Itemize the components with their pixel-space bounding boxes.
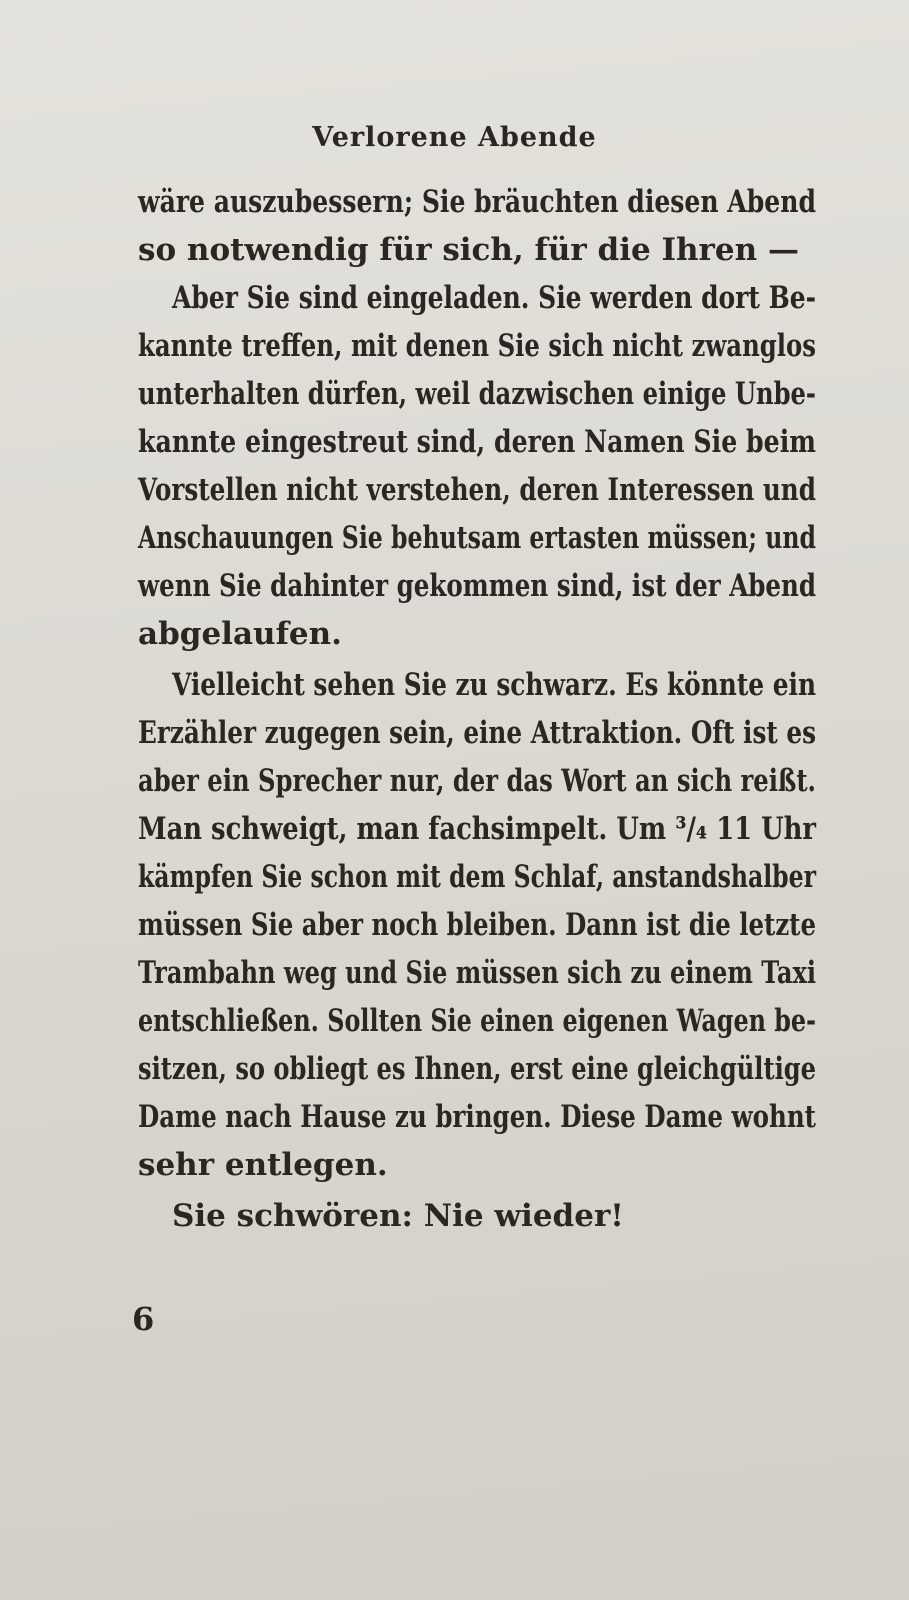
text-line: Vorstellen nicht verstehen, deren Interessen und xyxy=(138,472,816,508)
text-line: kannte treffen, mit denen Sie sich nicht zwanglos xyxy=(138,328,816,364)
text-line: müssen Sie aber noch bleiben. Dann ist die letzte xyxy=(138,907,816,943)
text-line: entschließen. Sollten Sie einen eigenen Wagen be- xyxy=(138,1003,816,1039)
text-line: Aber Sie sind eingeladen. Sie werden dort Be- xyxy=(172,280,816,316)
text-line: Anschauungen Sie behutsam ertasten müssen; und xyxy=(138,520,816,556)
text-line: sehr entlegen. xyxy=(138,1147,388,1183)
text-line: aber ein Sprecher nur, der das Wort an sich reißt. xyxy=(138,763,816,799)
text-line: abgelaufen. xyxy=(138,616,342,652)
text-line: wenn Sie dahinter gekommen sind, ist der Abend xyxy=(138,568,816,604)
text-line: Sie schwören: Nie wieder! xyxy=(172,1198,624,1234)
page-number: 6 xyxy=(132,1300,155,1338)
text-line: kämpfen Sie schon mit dem Schlaf, anstandshalber xyxy=(138,859,816,895)
text-line: wäre auszubessern; Sie bräuchten diesen Abend xyxy=(138,184,816,220)
text-line: Vielleicht sehen Sie zu schwarz. Es könnte ein xyxy=(172,667,816,703)
text-line: Trambahn weg und Sie müssen sich zu einem Taxi xyxy=(138,955,816,991)
text-line: unterhalten dürfen, weil dazwischen einige Unbe- xyxy=(138,376,816,412)
text-line: Erzähler zugegen sein, eine Attraktion. Oft ist es xyxy=(138,715,816,751)
running-head: Verlorene Abende xyxy=(312,122,597,153)
text-line: so notwendig für sich, für die Ihren — xyxy=(138,232,799,268)
text-line: sitzen, so obliegt es Ihnen, erst eine gleichgültige xyxy=(138,1051,816,1087)
text-line: kannte eingestreut sind, deren Namen Sie beim xyxy=(138,424,816,460)
text-line: Dame nach Hause zu bringen. Diese Dame wohnt xyxy=(138,1099,816,1135)
text-line: Man schweigt, man fachsimpelt. Um ³/₄ 11 Uhr xyxy=(138,811,816,847)
